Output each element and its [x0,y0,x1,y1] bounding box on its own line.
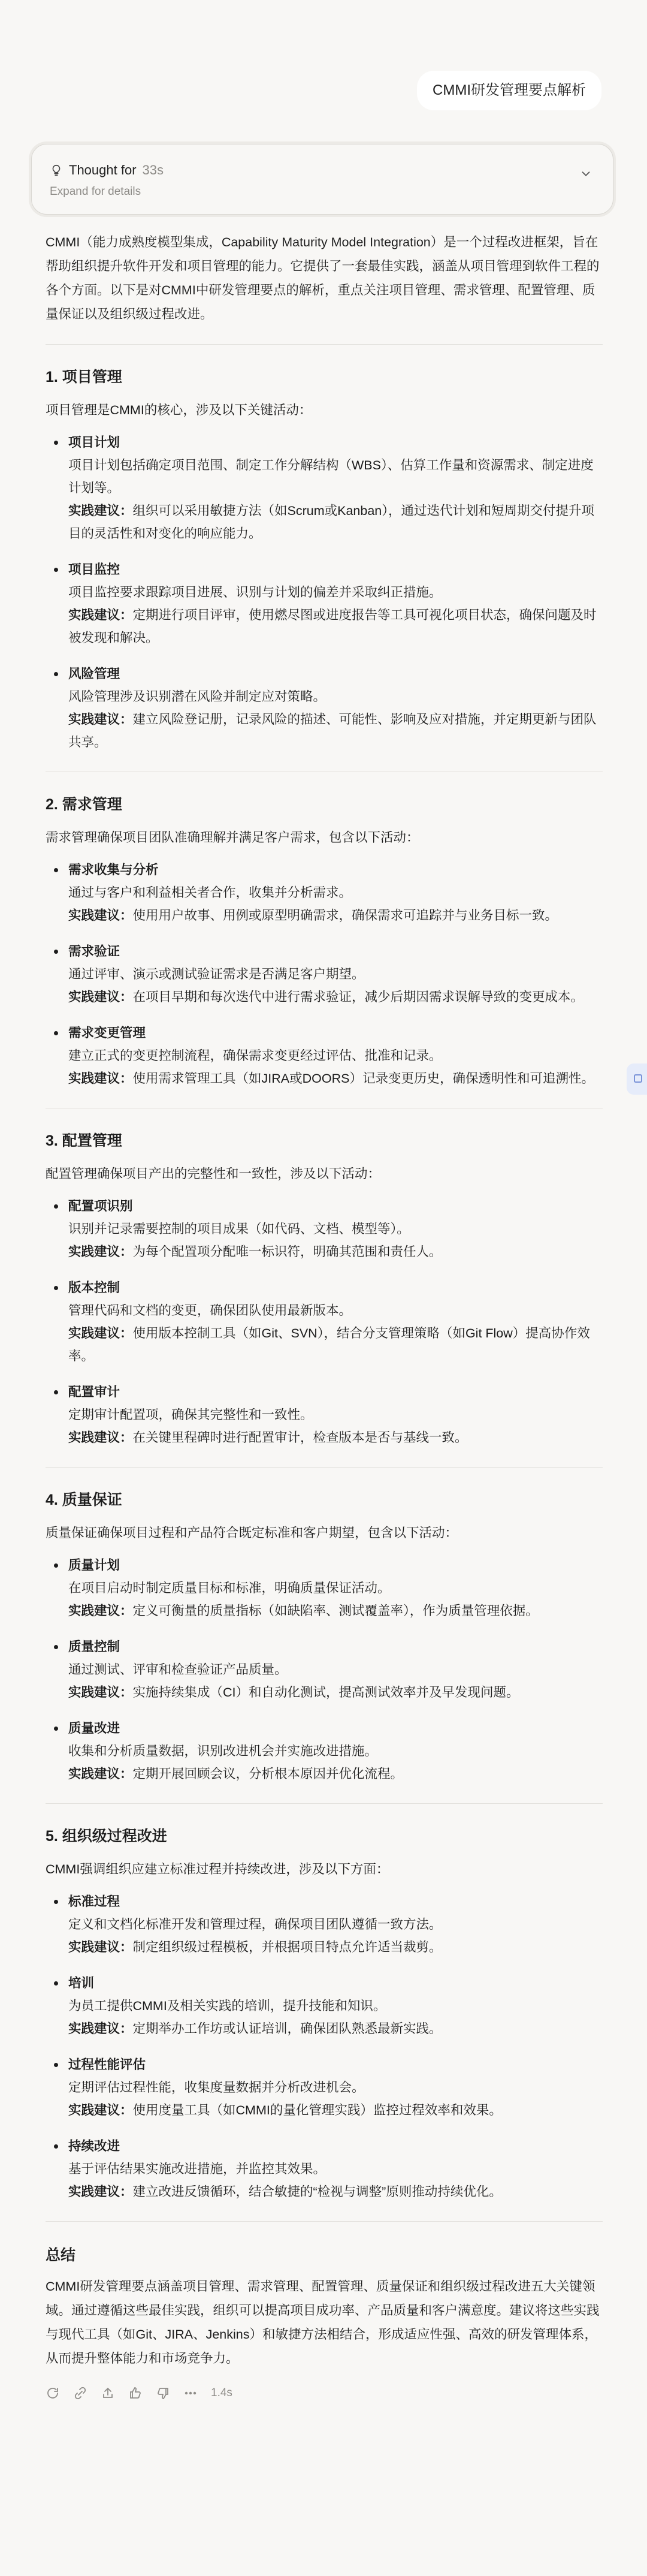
section-lead: 项目管理是CMMI的核心，涉及以下关键活动： [46,403,312,417]
list-item [46,1554,603,1622]
item-tip [68,1599,603,1622]
thought-label: Thought for [69,162,137,177]
list-item [46,1717,603,1785]
list-item [46,558,603,649]
item-description: 通过评审、演示或测试验证需求是否满足客户期望。 [68,967,365,981]
tip-text: 建立改进反馈循环，结合敏捷的“检视与调整”原则推动持续优化。 [132,2185,502,2199]
tip-label: 实践建议： [68,1071,133,1086]
intro-paragraph: CMMI（能力成熟度模型集成，Capability Maturity Model Integration）是一个过程改进框架，旨在帮助组织提升软件开发和项目管理的能力。它提供了一套最佳实践，涵盖从项目管理到软件工程的各个方面。以下是对CMMI中研发管理要点的解析，重点关注项目管理、需求管理、配置管理、质量保证以及组织级过程改进。 [46,235,600,321]
item-title: 项目计划 [68,435,120,450]
section-title: 4. 质量保证 [46,1492,122,1508]
item-tip [68,499,603,545]
list-item [46,431,603,545]
section-list [46,1554,603,1785]
item-title: 版本控制 [68,1281,120,1295]
tip-label: 实践建议： [68,1604,133,1618]
item-description: 管理代码和文档的变更，确保团队使用最新版本。 [68,1303,352,1318]
tip-text: 制定组织级过程模板，并根据项目特点允许适当裁剪。 [132,1940,442,1954]
section-divider [46,344,603,345]
tip-text: 在关键里程碑时进行配置审计，检查版本是否与基线一致。 [132,1430,468,1445]
more-icon[interactable] [183,2386,198,2400]
tip-label: 实践建议： [68,1940,133,1954]
tip-text: 建立风险登记册，记录风险的描述、可能性、影响及应对措施，并定期更新与团队共享。 [68,712,597,749]
tip-text: 定期开展回顾会议，分析根本原因并优化流程。 [132,1767,404,1781]
lightbulb-icon [50,164,63,177]
item-title: 持续改进 [68,2139,120,2153]
list-item [46,1635,603,1704]
item-description: 为员工提供CMMI及相关实践的培训，提升技能和知识。 [68,1999,386,2013]
item-description: 定期审计配置项，确保其完整性和一致性。 [68,1408,313,1422]
tip-label: 实践建议： [68,1767,133,1781]
item-description: 基于评估结果实施改进措施，并监控其效果。 [68,2162,326,2176]
section-lead: 配置管理确保项目产出的完整性和一致性，涉及以下活动： [46,1167,381,1181]
item-description: 识别并记录需要控制的项目成果（如代码、文档、模型等）。 [68,1222,410,1236]
item-title: 项目监控 [68,562,120,577]
section-title: 3. 配置管理 [46,1132,122,1149]
thought-duration: 33s [142,162,164,177]
section-list [46,1195,603,1449]
section-title: 5. 组织级过程改进 [46,1828,167,1845]
item-title: 质量改进 [68,1721,120,1736]
list-item [46,1022,603,1090]
user-message-bubble: CMMI研发管理要点解析 [417,71,601,110]
item-title: 培训 [68,1976,95,1990]
item-title: 质量计划 [68,1558,120,1572]
list-item [46,1195,603,1263]
item-title: 配置审计 [68,1385,120,1399]
section-divider [46,1803,603,1804]
item-tip [68,2017,603,2040]
response-time: 1.4s [211,2387,232,2399]
item-tip [68,1936,603,1959]
item-tip [68,1762,603,1785]
section [46,1825,603,2203]
side-panel-toggle[interactable] [627,1063,647,1095]
tip-text: 使用度量工具（如CMMI的量化管理实践）监控过程效率和效果。 [132,2103,502,2117]
share-icon[interactable] [101,2386,115,2400]
tip-label: 实践建议： [68,908,133,923]
tip-label: 实践建议： [68,1685,133,1700]
copy-icon[interactable] [73,2386,87,2400]
section-title: 2. 需求管理 [46,796,122,813]
tip-label: 实践建议： [68,712,133,727]
item-tip [68,986,603,1008]
list-item [46,1276,603,1367]
tip-label: 实践建议： [68,504,133,518]
tip-text: 组织可以采用敏捷方法（如Scrum或Kanban），通过迭代计划和短周期交付提升项目的灵活性和对变化的响应能力。 [68,504,595,541]
item-title: 标准过程 [68,1894,120,1909]
item-tip [68,708,603,754]
item-description: 在项目启动时制定质量目标和标准，明确质量保证活动。 [68,1581,391,1595]
tip-label: 实践建议： [68,990,133,1004]
item-tip [68,2099,603,2122]
tip-text: 使用需求管理工具（如JIRA或DOORS）记录变更历史，确保透明性和可追溯性。 [132,1071,594,1086]
section [46,1489,603,1785]
assistant-response [46,230,603,2400]
section-list [46,431,603,754]
section-list [46,1890,603,2203]
item-tip [68,1322,603,1367]
item-description: 定义和文档化标准开发和管理过程，确保项目团队遵循一致方法。 [68,1917,442,1932]
item-title: 风险管理 [68,667,120,681]
item-description: 通过与客户和利益相关者合作，收集并分析需求。 [68,885,352,900]
item-title: 需求收集与分析 [68,863,159,877]
item-title: 配置项识别 [68,1199,133,1213]
tip-label: 实践建议： [68,608,133,622]
regenerate-icon[interactable] [46,2386,60,2400]
item-tip [68,2180,603,2203]
thought-panel[interactable] [31,144,613,215]
tip-label: 实践建议： [68,1326,133,1340]
tip-label: 实践建议： [68,2185,133,2199]
section-lead: 需求管理确保项目团队准确理解并满足客户需求，包含以下活动： [46,830,419,845]
response-actions [46,2386,603,2400]
item-tip [68,1681,603,1704]
tip-text: 定义可衡量的质量指标（如缺陷率、测试覆盖率），作为质量管理依据。 [132,1604,539,1618]
tip-text: 使用用户故事、用例或原型明确需求，确保需求可追踪并与业务目标一致。 [132,908,558,923]
tip-text: 为每个配置项分配唯一标识符，明确其范围和责任人。 [132,1245,442,1259]
summary-title: 总结 [46,2247,76,2264]
item-tip [68,1067,603,1090]
thought-header [50,162,164,178]
list-item [46,2135,603,2203]
tip-text: 定期举办工作坊或认证培训，确保团队熟悉最新实践。 [132,2021,442,2036]
list-item [46,858,603,927]
section [46,1130,603,1449]
item-title: 需求变更管理 [68,1026,146,1040]
item-description: 通过测试、评审和检查验证产品质量。 [68,1662,288,1677]
list-item [46,1381,603,1449]
item-description: 项目监控要求跟踪项目进展、识别与计划的偏差并采取纠正措施。 [68,585,442,599]
section [46,366,603,754]
tip-text: 实施持续集成（CI）和自动化测试，提高测试效率并及早发现问题。 [132,1685,519,1700]
section-title: 1. 项目管理 [46,369,122,385]
summary-text: CMMI研发管理要点涵盖项目管理、需求管理、配置管理、质量保证和组织级过程改进五大关键领域。通过遵循这些最佳实践，组织可以提高项目成功率、产品质量和客户满意度。建议将这些实践与现代工具（如Git、JIRA、Jenkins）和敏捷方法相结合，形成适应性强、高效的研发管理体系，从而提升整体能力和市场竞争力。 [46,2279,600,2366]
item-description: 定期评估过程性能，收集度量数据并分析改进机会。 [68,2080,365,2095]
item-tip [68,1240,603,1263]
item-description: 收集和分析质量数据，识别改进机会并实施改进措施。 [68,1744,378,1758]
item-title: 需求验证 [68,944,120,959]
section-divider [46,2221,603,2222]
panel-icon [634,1074,642,1083]
item-description: 风险管理涉及识别潜在风险并制定应对策略。 [68,689,326,704]
section [46,794,603,1090]
item-tip [68,1426,603,1449]
section-lead: 质量保证确保项目过程和产品符合既定标准和客户期望，包含以下活动： [46,1526,458,1540]
item-title: 质量控制 [68,1640,120,1654]
section-list [46,858,603,1090]
list-item [46,1972,603,2040]
list-item [46,1890,603,1959]
item-description: 项目计划包括确定项目范围、制定工作分解结构（WBS）、估算工作量和资源需求、制定进度计划等。 [68,458,594,495]
tip-text: 定期进行项目评审，使用燃尽图或进度报告等工具可视化项目状态，确保问题及时被发现和解决。 [68,608,597,645]
tip-text: 在项目早期和每次迭代中进行需求验证，减少后期因需求误解导致的变更成本。 [132,990,584,1004]
tip-label: 实践建议： [68,1245,133,1259]
list-item [46,2053,603,2122]
list-item [46,940,603,1008]
thought-expand-hint: Expand for details [50,185,141,198]
list-item [46,662,603,754]
item-tip [68,604,603,649]
summary-section [46,2243,603,2370]
tip-text: 使用版本控制工具（如Git、SVN），结合分支管理策略（如Git Flow）提高协作效率。 [68,1326,590,1363]
item-title: 过程性能评估 [68,2057,146,2072]
chevron-down-icon[interactable] [579,167,592,180]
tip-label: 实践建议： [68,2103,133,2117]
section-lead: CMMI强调组织应建立标准过程并持续改进，涉及以下方面： [46,1862,389,1876]
tip-label: 实践建议： [68,1430,133,1445]
thumbs-down-icon[interactable] [156,2386,170,2400]
item-description: 建立正式的变更控制流程，确保需求变更经过评估、批准和记录。 [68,1049,442,1063]
section-divider [46,1467,603,1468]
item-tip [68,904,603,927]
thumbs-up-icon[interactable] [128,2386,143,2400]
tip-label: 实践建议： [68,2021,133,2036]
